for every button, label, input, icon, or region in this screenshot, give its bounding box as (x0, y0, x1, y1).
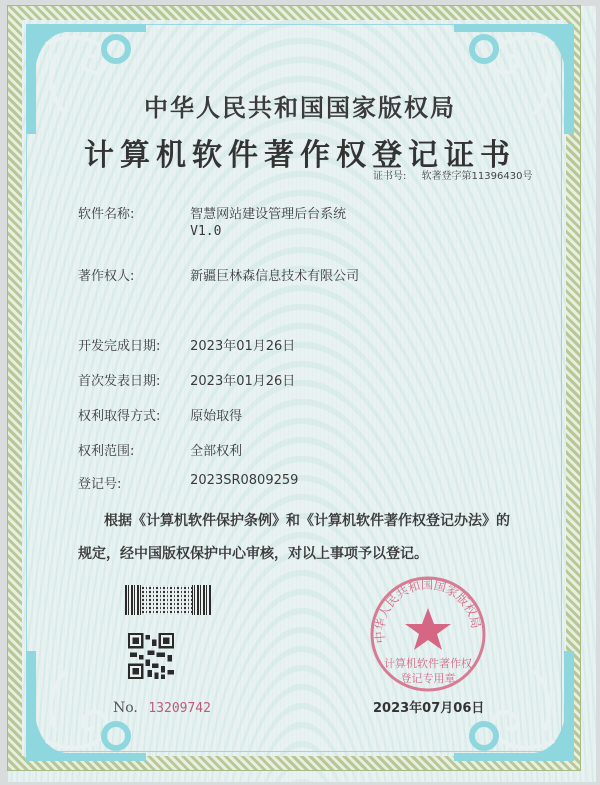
serial-label: No. (113, 700, 138, 716)
field-rights-acquisition-method (78, 405, 242, 424)
serial-value: 13209742 (148, 701, 211, 716)
star-icon (405, 608, 451, 650)
statement-line-1: 根据《计算机软件保护条例》和《计算机软件著作权登记办法》的 (104, 513, 510, 529)
field-value: 2023SR0809259 (190, 473, 299, 488)
certificate-number-label: 证书号: (373, 171, 407, 182)
statement-line-2: 规定，经中国版权保护中心审核，对以上事项予以登记。 (78, 546, 428, 562)
seal-ring-text: 中华人民共和国国家版权局 (372, 577, 483, 644)
field-label: 权利取得方式: (78, 409, 161, 424)
issue-date: 2023年07月06日 (373, 701, 485, 716)
field-value: 全部权利 (190, 444, 243, 459)
certificate-title: 计算机软件著作权登记证书 (84, 138, 516, 173)
field-value: 2023年01月26日 (190, 374, 296, 389)
field-development-completion-date (78, 335, 295, 354)
software-version: V1.0 (190, 224, 222, 239)
field-rights-scope (78, 440, 242, 459)
field-label: 登记号: (78, 477, 122, 492)
barcode (125, 585, 211, 615)
field-label: 权利范围: (78, 444, 135, 459)
certificate-number-value: 软著登字第11396430号 (421, 171, 533, 182)
field-value: 智慧网站建设管理后台系统 (190, 207, 347, 222)
field-registration-number (78, 473, 298, 492)
field-copyright-owner (78, 265, 359, 284)
seal-text-line-2: 登记专用章 (400, 672, 456, 685)
field-label: 开发完成日期: (78, 339, 161, 354)
field-value: 2023年01月26日 (190, 339, 296, 354)
field-first-publication-date (78, 370, 295, 389)
seal-text-line-1: 计算机软件著作权 (384, 657, 472, 670)
field-value: 新疆巨林森信息技术有限公司 (190, 269, 360, 284)
field-label: 软件名称: (78, 207, 135, 222)
field-software-name (78, 203, 346, 239)
qr-code (128, 633, 174, 679)
serial-number (113, 700, 211, 716)
field-value: 原始取得 (190, 409, 243, 424)
certificate-number (373, 167, 532, 182)
issuer-title: 中华人民共和国国家版权局 (144, 94, 456, 122)
field-label: 著作权人: (78, 269, 135, 284)
field-label: 首次发表日期: (78, 374, 161, 389)
